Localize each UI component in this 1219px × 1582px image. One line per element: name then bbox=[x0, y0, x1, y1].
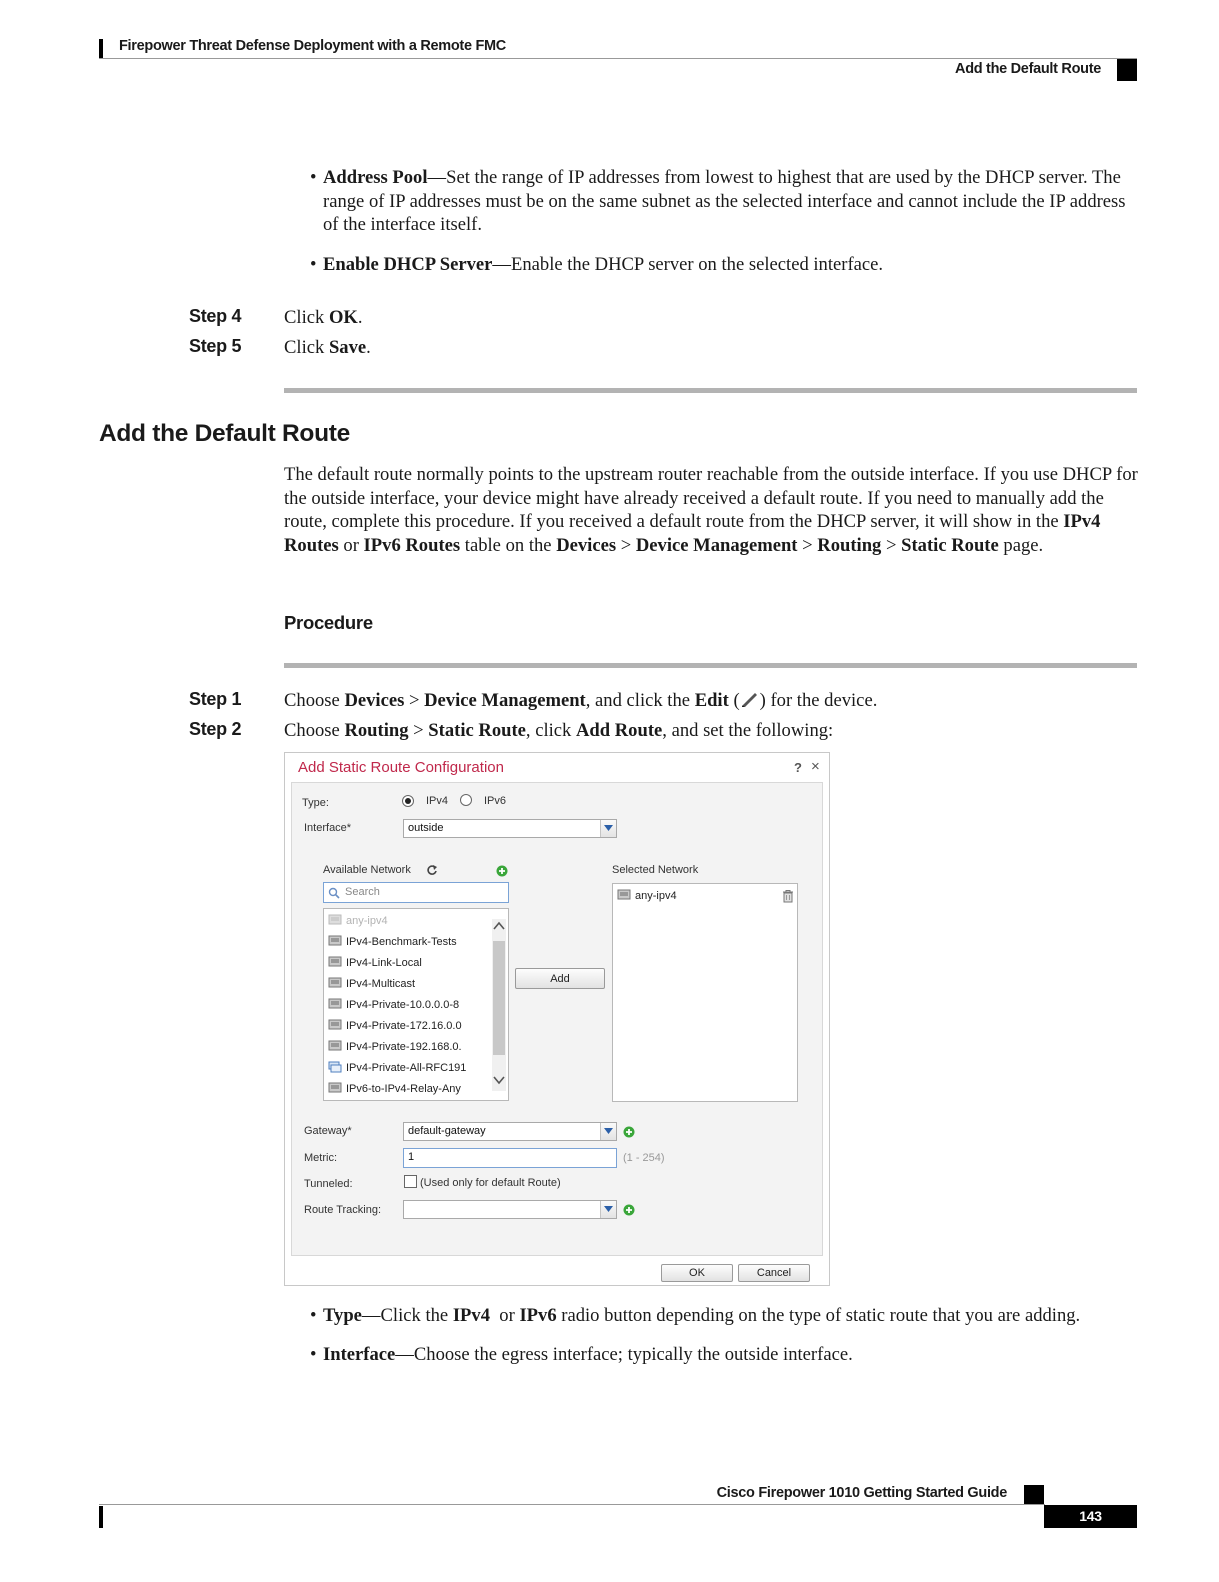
chevron-down-icon[interactable] bbox=[600, 1123, 616, 1140]
add-static-route-dialog bbox=[284, 752, 830, 1286]
bullet-address-pool: • Address Pool—Set the range of IP addresses from lowest to highest that are used by the DHCP server. The range of IP addresses must be on the same subnet as the selected interface and cannot include the IP address of the interface itself. bbox=[310, 167, 1126, 236]
search-icon bbox=[328, 887, 340, 899]
network-object-icon bbox=[328, 998, 342, 1010]
interface-label: Interface* bbox=[304, 822, 352, 834]
list-item[interactable]: IPv4-Benchmark-Tests bbox=[328, 935, 471, 948]
bullet-term: Enable DHCP Server bbox=[323, 254, 493, 275]
route-tracking-label: Route Tracking: bbox=[304, 1204, 382, 1216]
bullet-text: Enable the DHCP server on the selected interface. bbox=[511, 254, 884, 275]
metric-hint: (1 - 254) bbox=[623, 1152, 665, 1164]
ipv4-label: IPv4 bbox=[426, 795, 449, 807]
bullet-term: Type bbox=[323, 1305, 362, 1326]
header-rule bbox=[99, 58, 1137, 59]
tunneled-label: Tunneled: bbox=[304, 1178, 353, 1190]
list-scrollbar[interactable] bbox=[492, 919, 506, 1091]
procedure-heading: Procedure bbox=[284, 612, 373, 633]
scroll-down-icon[interactable] bbox=[493, 1075, 505, 1085]
interface-value: outside bbox=[408, 822, 444, 834]
network-object-icon bbox=[328, 956, 342, 968]
interface-select[interactable] bbox=[403, 819, 617, 838]
footer-rule bbox=[99, 1504, 1045, 1505]
footer-guide-title: Cisco Firepower 1010 Getting Started Guide bbox=[716, 1485, 1007, 1501]
step-label: Step 4 bbox=[189, 306, 242, 326]
metric-value: 1 bbox=[408, 1151, 415, 1163]
dialog-title: Add Static Route Configuration bbox=[298, 759, 504, 776]
search-placeholder: Search bbox=[345, 886, 380, 898]
metric-input[interactable] bbox=[403, 1148, 617, 1168]
route-tracking-select[interactable] bbox=[403, 1200, 617, 1219]
ipv4-radio[interactable] bbox=[402, 795, 414, 807]
chevron-down-icon[interactable] bbox=[600, 820, 616, 837]
cancel-button[interactable]: Cancel bbox=[738, 1264, 810, 1282]
step-text: Click OK. bbox=[284, 307, 363, 328]
add-tracking-plus-icon[interactable] bbox=[623, 1204, 635, 1216]
header-block bbox=[1117, 59, 1137, 81]
selected-network-label: Selected Network bbox=[612, 864, 699, 876]
step-text: Click Save. bbox=[284, 337, 371, 358]
chevron-down-icon[interactable] bbox=[600, 1201, 616, 1218]
edit-pencil-icon bbox=[740, 690, 760, 708]
add-button[interactable]: Add bbox=[515, 968, 605, 989]
bullet-enable-dhcp: • Enable DHCP Server—Enable the DHCP server on the selected interface. bbox=[310, 254, 884, 275]
list-item[interactable]: IPv4-Private-172.16.0.0 bbox=[328, 1019, 471, 1032]
step-text: Choose Routing > Static Route, click Add Route, and set the following: bbox=[284, 720, 834, 741]
list-item[interactable]: any-ipv4 bbox=[328, 914, 471, 927]
trash-icon[interactable] bbox=[783, 890, 793, 903]
procedure-rule bbox=[284, 663, 1137, 668]
bullet-term: Address Pool bbox=[323, 167, 428, 188]
tunneled-hint: (Used only for default Route) bbox=[420, 1177, 561, 1189]
step-label: Step 1 bbox=[189, 689, 242, 709]
page-number: 143 bbox=[1044, 1505, 1137, 1528]
network-object-icon bbox=[328, 977, 342, 989]
header-bar bbox=[99, 39, 103, 59]
network-object-icon bbox=[328, 1082, 342, 1094]
list-item[interactable]: any-ipv4 bbox=[617, 889, 760, 902]
list-item[interactable]: IPv4-Private-10.0.0.0-8 bbox=[328, 998, 471, 1011]
list-item[interactable]: IPv4-Private-All-RFC191 bbox=[328, 1061, 471, 1074]
section-rule bbox=[284, 388, 1137, 393]
ipv6-radio[interactable] bbox=[460, 794, 472, 806]
section-heading: Add the Default Route bbox=[99, 420, 350, 447]
ipv6-label: IPv6 bbox=[484, 795, 507, 807]
list-item[interactable]: IPv4-Link-Local bbox=[328, 956, 471, 969]
step-label: Step 5 bbox=[189, 336, 242, 356]
available-network-list bbox=[323, 908, 509, 1101]
available-network-label: Available Network bbox=[323, 864, 411, 876]
step-label: Step 2 bbox=[189, 719, 242, 739]
add-network-plus-icon[interactable] bbox=[496, 865, 508, 877]
search-input[interactable] bbox=[323, 882, 509, 903]
type-label: Type: bbox=[302, 797, 329, 809]
metric-label: Metric: bbox=[304, 1152, 337, 1164]
network-object-icon bbox=[328, 1019, 342, 1031]
close-icon[interactable]: × bbox=[811, 758, 820, 775]
network-object-icon bbox=[617, 889, 631, 901]
scroll-up-icon[interactable] bbox=[493, 921, 505, 931]
tunneled-checkbox[interactable] bbox=[404, 1175, 417, 1188]
network-object-icon bbox=[328, 914, 342, 926]
header-section-title: Add the Default Route bbox=[955, 61, 1101, 77]
bullet-interface: • Interface—Choose the egress interface; typically the outside interface. bbox=[310, 1344, 853, 1365]
selected-network-list bbox=[612, 883, 798, 1102]
footer-block bbox=[1024, 1485, 1044, 1505]
intro-paragraph: The default route normally points to the upstream router reachable from the outside interface. If you use DHCP for the outside interface, your device might have already received a default route. If you need to manually add the route, complete this procedure. If you received a default route from the DHCP server, it will show in the IPv4 Routes or IPv6 Routes table on the Devices > Device Management > Routing > Static Route page. bbox=[284, 464, 1138, 556]
list-item[interactable]: IPv4-Multicast bbox=[328, 977, 471, 990]
list-item[interactable]: IPv6-to-IPv4-Relay-Any bbox=[328, 1082, 471, 1095]
gateway-value: default-gateway bbox=[408, 1125, 486, 1137]
bullet-type: • Type—Click the IPv4 or IPv6 radio button depending on the type of static route that you are adding. bbox=[310, 1305, 1081, 1326]
bullet-text: Choose the egress interface; typically the outside interface. bbox=[413, 1344, 853, 1365]
dialog-panel bbox=[291, 782, 823, 1256]
help-icon[interactable]: ? bbox=[794, 760, 802, 775]
add-gateway-plus-icon[interactable] bbox=[623, 1126, 635, 1138]
network-object-icon bbox=[328, 935, 342, 947]
network-group-icon bbox=[328, 1061, 342, 1073]
ok-button[interactable]: OK bbox=[661, 1264, 733, 1282]
network-object-icon bbox=[328, 1040, 342, 1052]
list-item[interactable]: IPv4-Private-192.168.0. bbox=[328, 1040, 471, 1053]
refresh-icon[interactable] bbox=[426, 864, 438, 876]
document-title: Firepower Threat Defense Deployment with a Remote FMC bbox=[119, 38, 506, 54]
gateway-label: Gateway* bbox=[304, 1125, 352, 1137]
bullet-term: Interface bbox=[323, 1344, 396, 1365]
bullet-text: Set the range of IP addresses from lowest to highest that are used by the DHCP server. The range of IP addresses must be on the same subnet as the selected interface and cannot include the IP address of the interface itself. bbox=[323, 167, 1126, 236]
scrollbar-thumb[interactable] bbox=[493, 941, 505, 1055]
step-text: Choose Devices > Device Management, and click the Edit ( ) for the device. bbox=[284, 690, 878, 711]
footer-bar bbox=[99, 1506, 103, 1528]
gateway-select[interactable] bbox=[403, 1122, 617, 1141]
